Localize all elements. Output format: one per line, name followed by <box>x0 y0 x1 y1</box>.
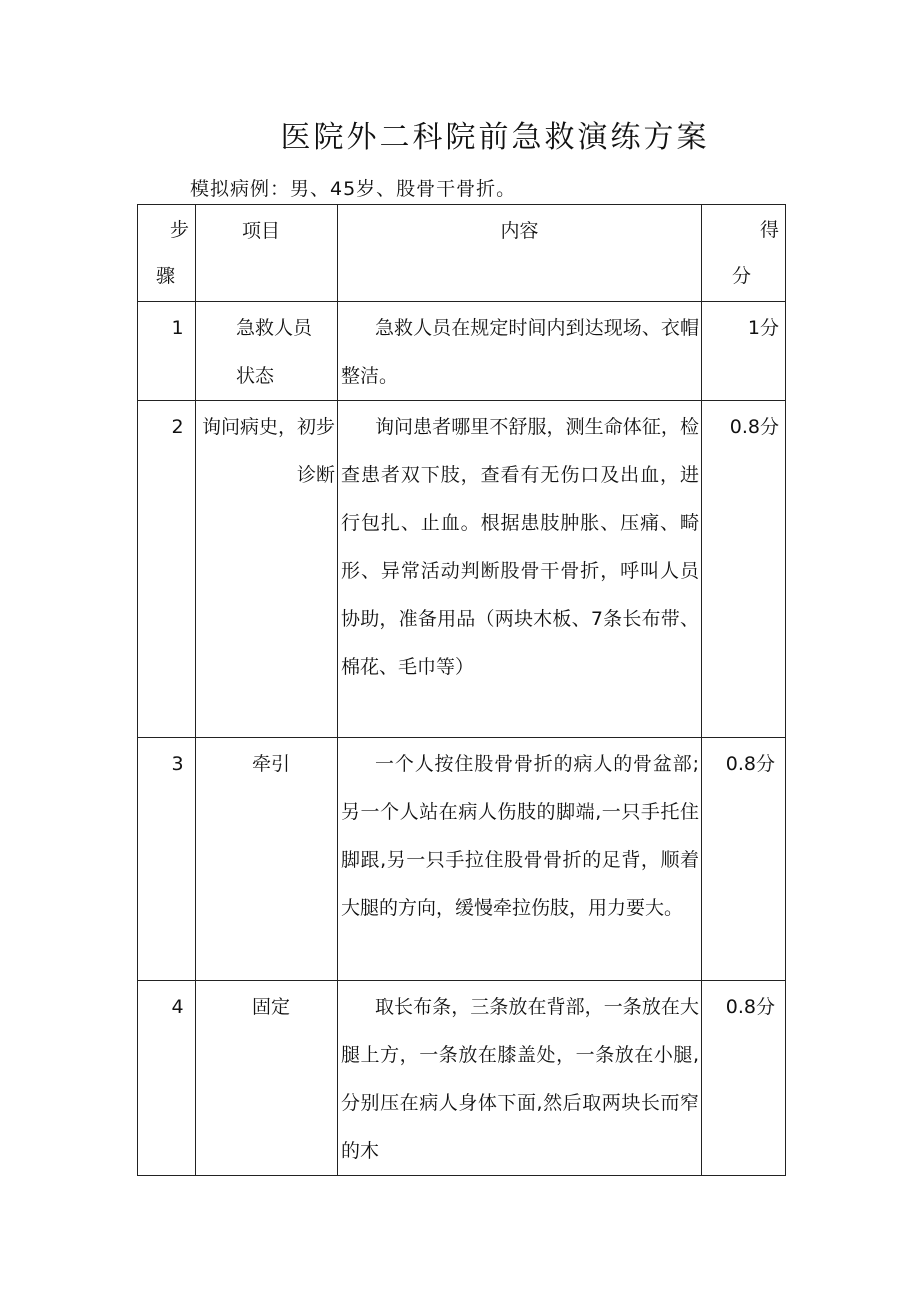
table-row <box>138 738 786 981</box>
score-value: 0.8分 <box>725 996 775 1018</box>
step-cell <box>138 981 196 1176</box>
content-text: 一个人按住股骨骨折的病人的骨盆部;另一个人站在病人伤肢的脚端,一只手托住脚跟,另一只手拉住股骨骨折的足背，顺着大腿的方向，缓慢牵拉伤肢，用力要大。 <box>341 753 699 919</box>
step-number: 3 <box>171 753 184 775</box>
step-cell <box>138 302 196 401</box>
step-cell <box>138 738 196 981</box>
item-cell <box>196 302 338 401</box>
header-step-char-1: 步 <box>169 219 189 241</box>
table-row <box>138 981 786 1176</box>
content-text: 急救人员在规定时间内到达现场、衣帽整洁。 <box>341 317 699 387</box>
content-text: 取长布条，三条放在背部，一条放在大腿上方，一条放在膝盖处，一条放在小腿,分别压在病人身体下面,然后取两块长而窄的木 <box>341 996 699 1162</box>
item-cell <box>196 981 338 1176</box>
score-cell <box>702 401 786 738</box>
score-cell <box>702 738 786 981</box>
table-header-row <box>138 205 786 302</box>
item-cell <box>196 738 338 981</box>
step-number: 1 <box>171 317 184 339</box>
item-label: 询问病史，初步诊断 <box>201 416 335 486</box>
step-number: 2 <box>171 416 184 438</box>
content-text: 询问患者哪里不舒服，测生命体征，检查患者双下肢，查看有无伤口及出血，进行包扎、止血。根据患肢肿胀、压痛、畸形、异常活动判断股骨干骨折，呼叫人员协助，准备用品（两块木板、7条长布带、棉花、毛巾等） <box>341 416 699 678</box>
content-cell <box>338 738 702 981</box>
content-cell <box>338 302 702 401</box>
header-score <box>702 205 786 302</box>
header-step-char-2: 骤 <box>155 265 175 287</box>
header-content-label: 内容 <box>500 220 539 242</box>
score-value: 0.8分 <box>725 753 775 775</box>
score-value: 1分 <box>747 317 779 339</box>
header-step <box>138 205 196 302</box>
step-cell <box>138 401 196 738</box>
case-description: 模拟病例：男、45岁、股骨干骨折。 <box>190 178 517 200</box>
header-score-char-1: 得 <box>759 219 779 241</box>
content-cell <box>338 981 702 1176</box>
item-cell <box>196 401 338 738</box>
header-item-label: 项目 <box>242 220 281 242</box>
score-cell <box>702 302 786 401</box>
score-cell <box>702 981 786 1176</box>
page-title: 医院外二科院前急救演练方案 <box>280 120 710 155</box>
header-content <box>338 205 702 302</box>
table-row <box>138 401 786 738</box>
score-value: 0.8分 <box>729 416 779 438</box>
item-label: 牵引 <box>252 753 291 775</box>
header-item <box>196 205 338 302</box>
item-label: 急救人员状态 <box>236 317 313 387</box>
step-number: 4 <box>171 996 184 1018</box>
table-row <box>138 302 786 401</box>
drill-table <box>137 204 786 1176</box>
header-score-char-2: 分 <box>731 265 751 287</box>
content-cell <box>338 401 702 738</box>
item-label: 固定 <box>252 996 291 1018</box>
